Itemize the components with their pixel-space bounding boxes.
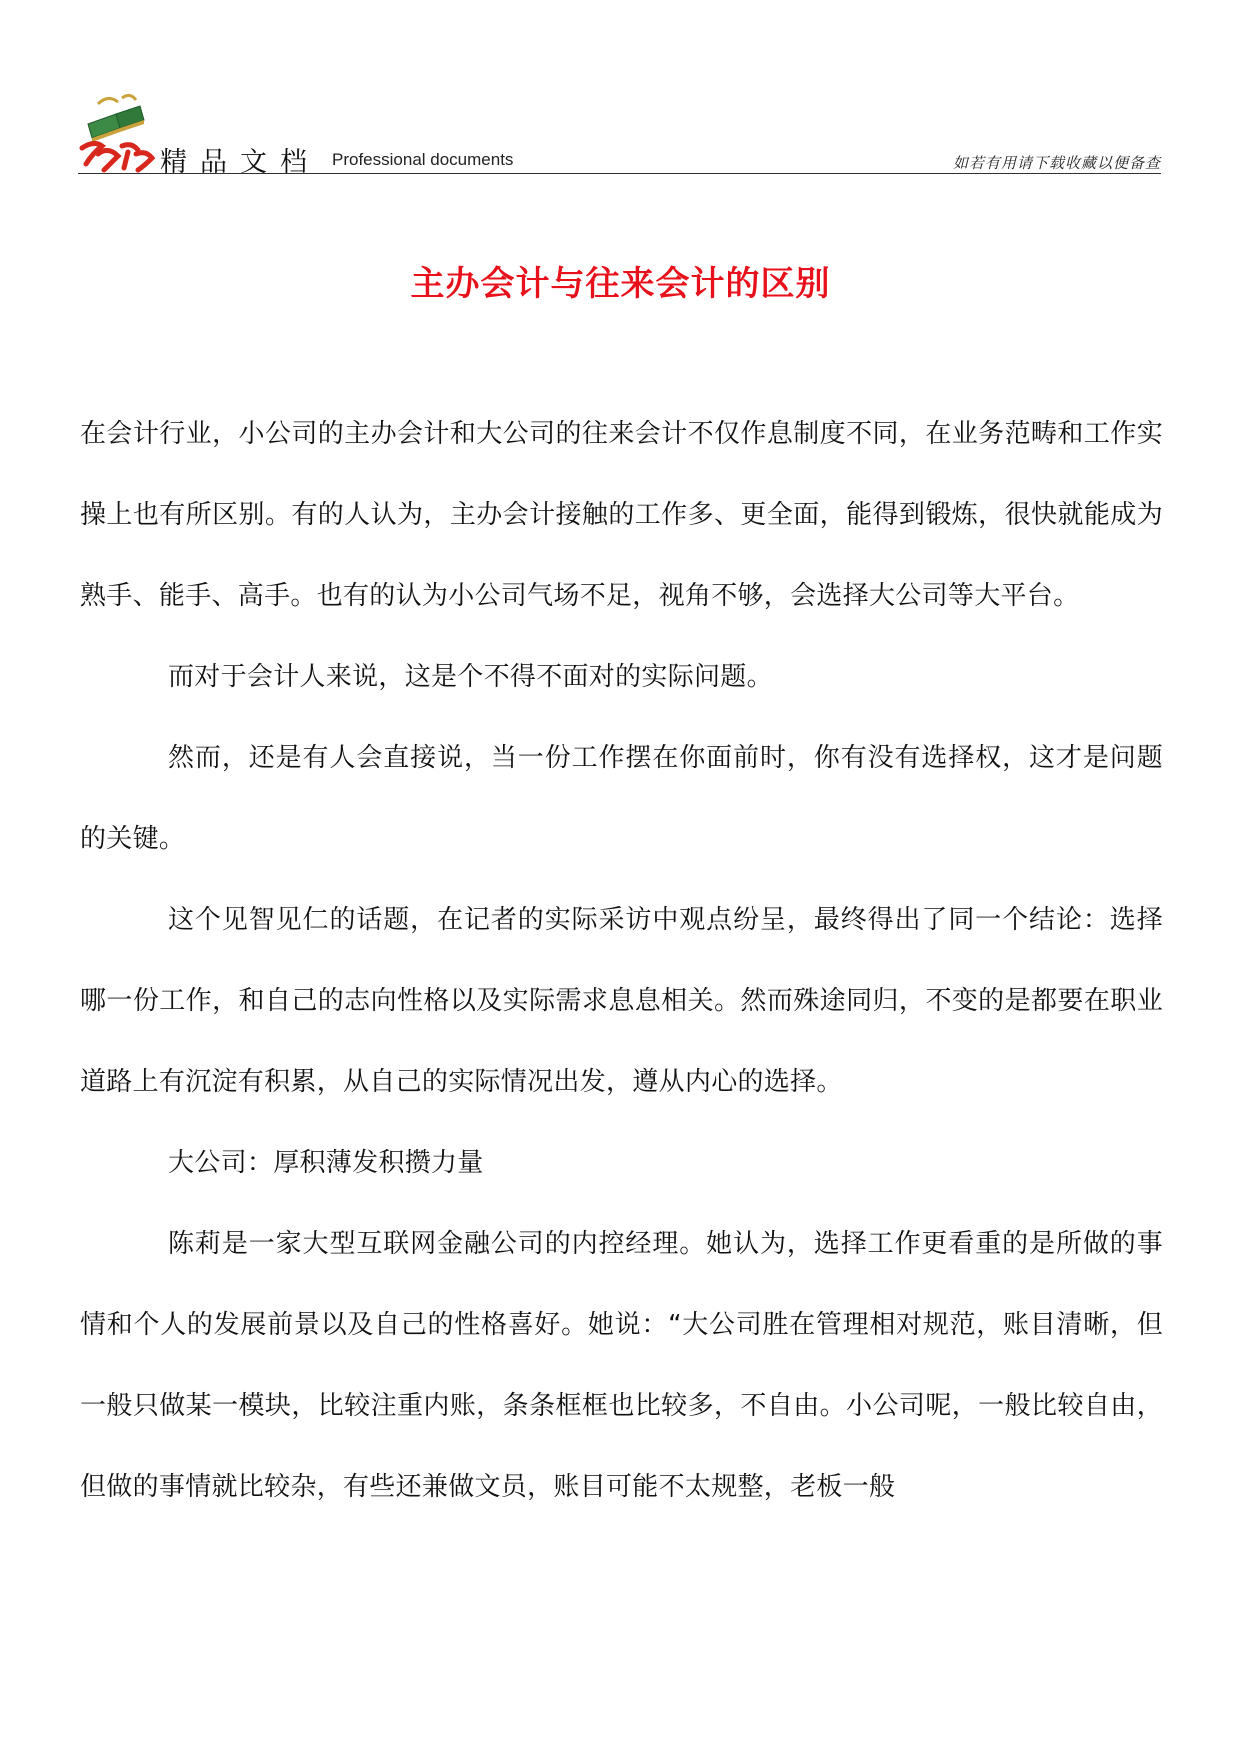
header-divider: [78, 173, 1161, 174]
section-heading: 大公司：厚积薄发积攒力量: [168, 1148, 484, 1178]
paragraph: 而对于会计人来说，这是个不得不面对的实际问题。: [168, 662, 773, 692]
brand-tagline: Professional documents: [332, 150, 514, 169]
document-body: [80, 394, 1163, 1528]
paragraph: 在会计行业，小公司的主办会计和大公司的往来会计不仅作息制度不同，在业务范畴和工作实操上也有所区别。有的人认为，主办会计接触的工作多、更全面，能得到锻炼，很快就能成为熟手、能手、高手。也有的认为小公司气场不足，视角不够，会选择大公司等大平台。: [80, 419, 1163, 611]
paragraph: 然而，还是有人会直接说，当一份工作摆在你面前时，你有没有选择权，这才是问题的关键。: [80, 743, 1163, 854]
page-header: [78, 84, 1161, 176]
book-logo-icon: [78, 84, 156, 174]
paragraph: 这个见智见仁的话题，在记者的实际采访中观点纷呈，最终得出了同一个结论：选择哪一份工作，和自己的志向性格以及实际需求息息相关。然而殊途同归，不变的是都要在职业道路上有沉淀有积累，从自己的实际情况出发，遵从内心的选择。: [80, 905, 1163, 1097]
paragraph: 陈莉是一家大型互联网金融公司的内控经理。她认为，选择工作更看重的是所做的事情和个人的发展前景以及自己的性格喜好。她说：“大公司胜在管理相对规范，账目清晰，但一般只做某一模块，比较注重内账，条条框框也比较多，不自由。小公司呢，一般比较自由，但做的事情就比较杂，有些还兼做文员，账目可能不太规整，老板一般: [80, 1229, 1163, 1502]
header-slogan: 如若有用请下载收藏以便备查: [952, 154, 1161, 172]
document-title: 主办会计与往来会计的区别: [410, 264, 831, 304]
brand-name: 精品文档: [160, 147, 320, 178]
